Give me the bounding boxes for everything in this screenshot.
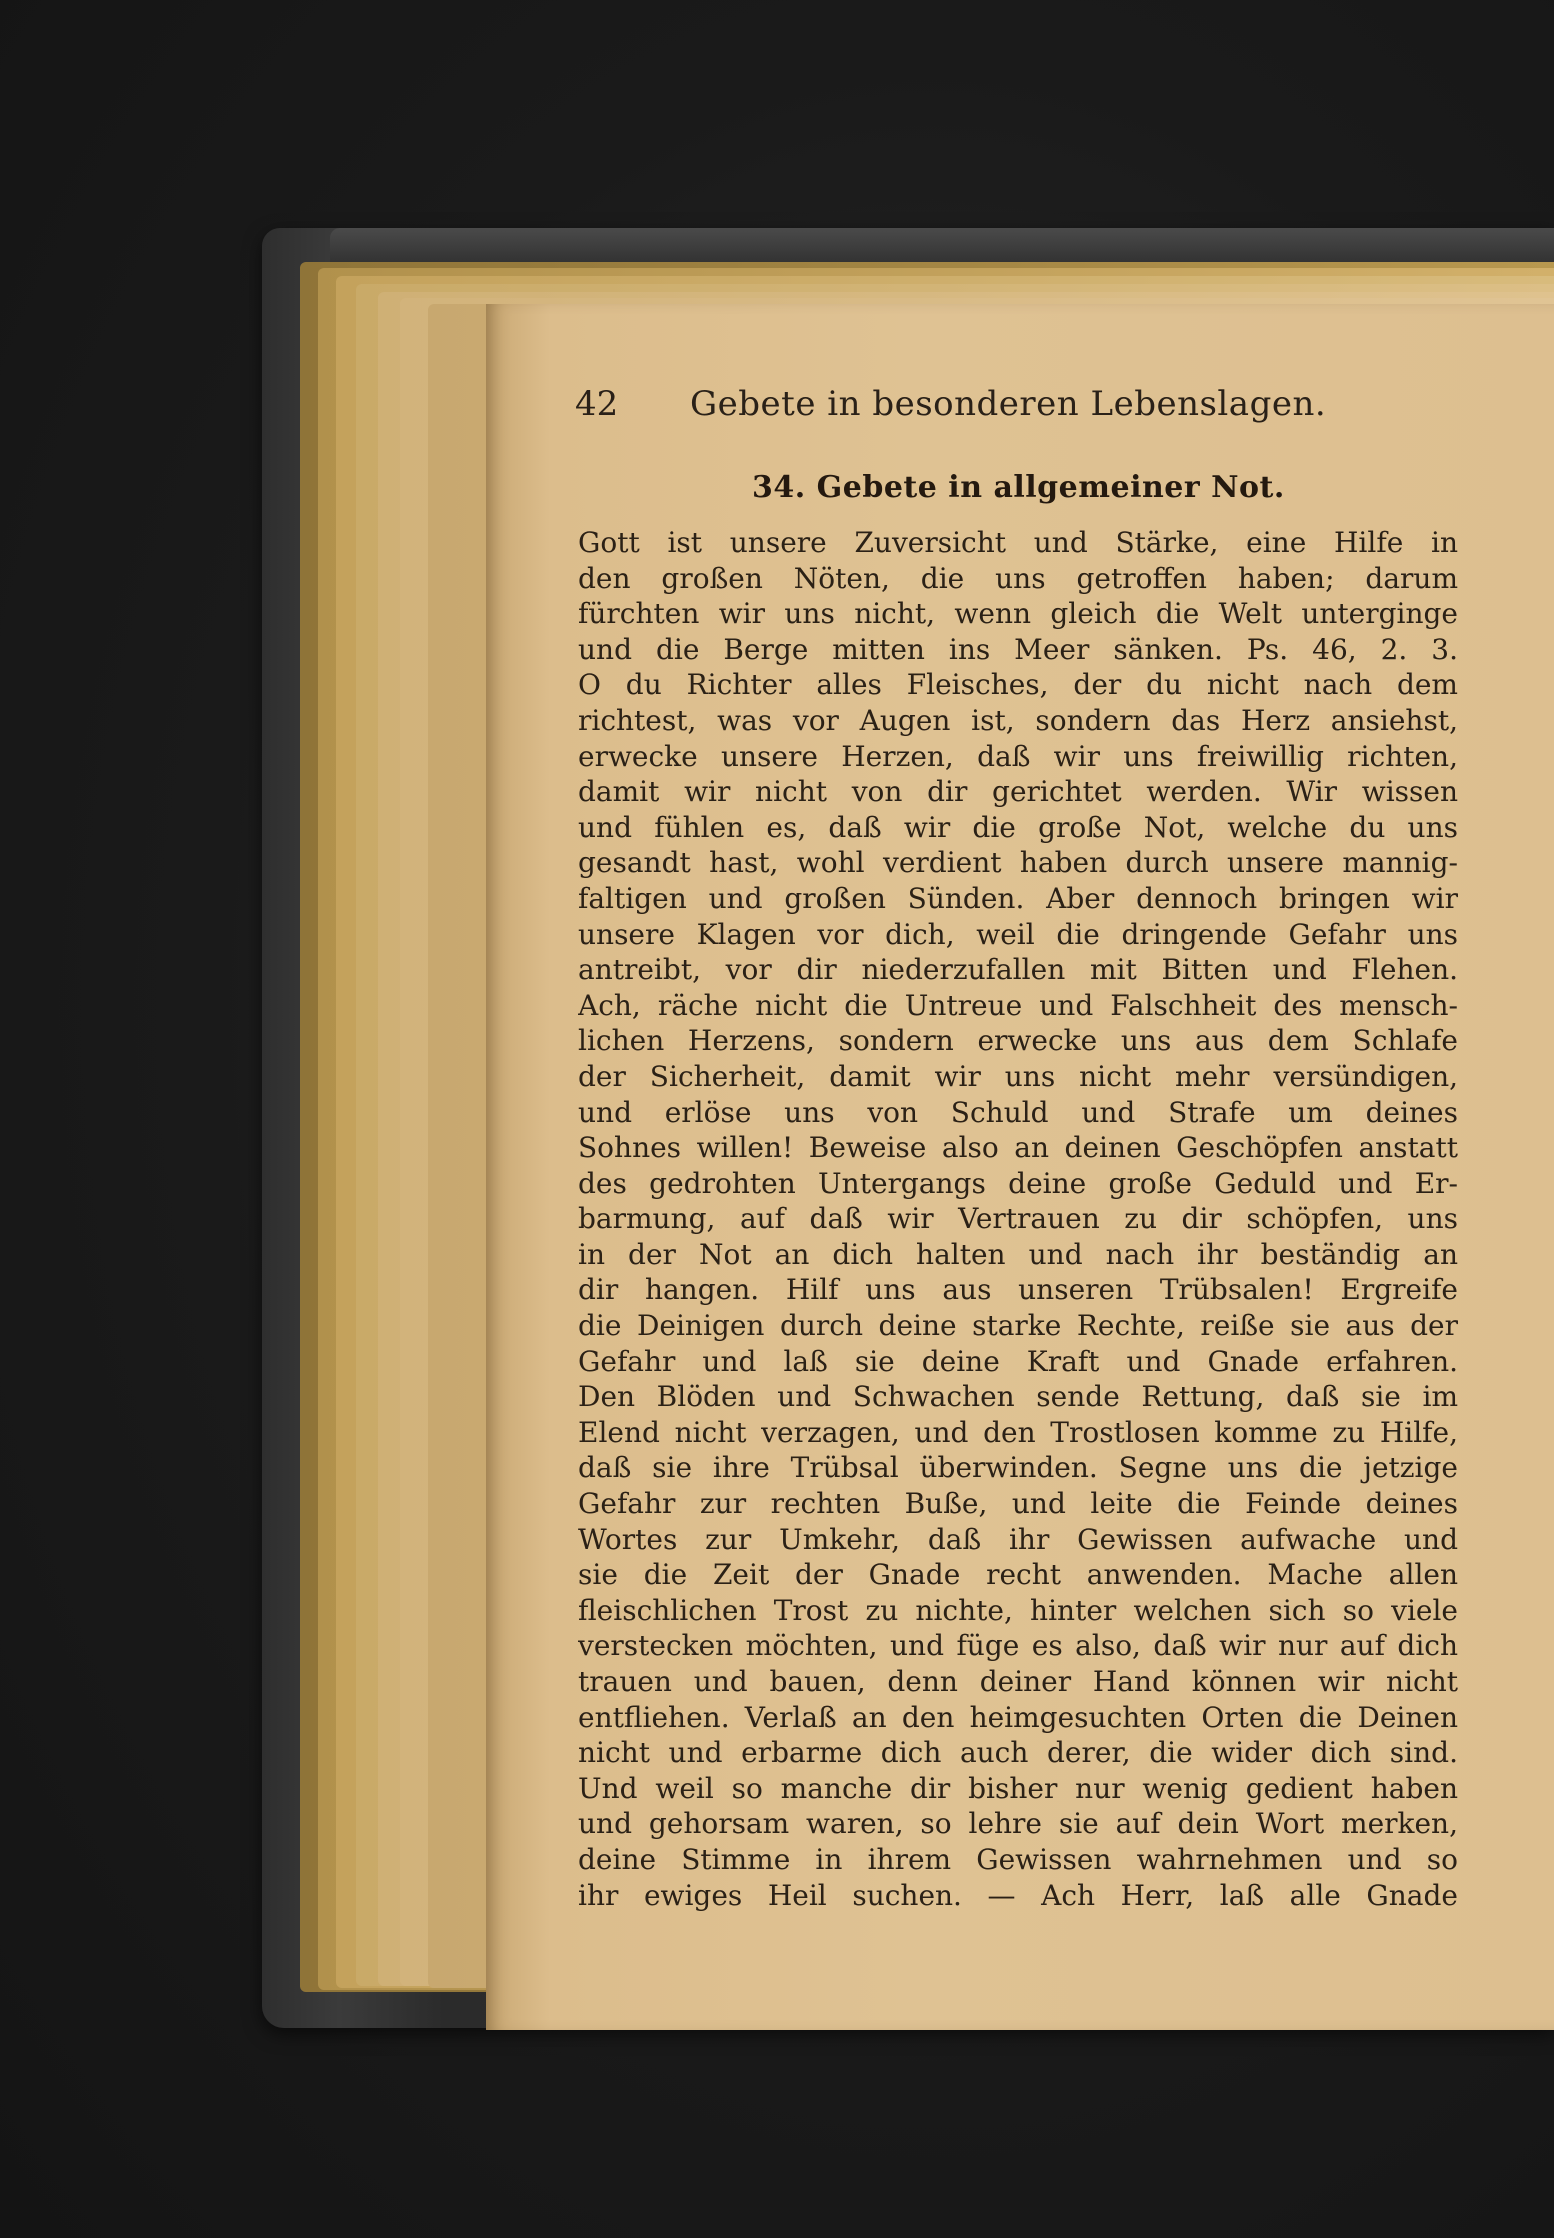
text-line: gesandt hast, wohl verdient haben durch unsere mannig- [578, 846, 1458, 880]
text-line: lichen Herzens, sondern erwecke uns aus dem Schlafe [578, 1024, 1458, 1058]
text-line: faltigen und großen Sünden. Aber dennoch bringen wir [578, 881, 1458, 915]
text-line: und erlöse uns von Schuld und Strafe um deines [578, 1095, 1458, 1129]
text-line: in der Not an dich halten und nach ihr beständig an [578, 1237, 1458, 1271]
text-line: O du Richter alles Fleisches, der du nicht nach dem [578, 668, 1458, 702]
text-line: antreibt, vor dir niederzufallen mit Bitten und Flehen. [578, 953, 1458, 987]
page-header [575, 378, 1335, 438]
page-number: 42 [575, 384, 619, 424]
text-line: Den Blöden und Schwachen sende Rettung, daß sie im [578, 1380, 1458, 1414]
text-line: erwecke unsere Herzen, daß wir uns freiwillig richten, [578, 739, 1458, 773]
text-line: trauen und bauen, denn deiner Hand können wir nicht [578, 1665, 1458, 1698]
text-line: Ach, räche nicht die Untreue und Falschheit des mensch- [578, 988, 1458, 1022]
text-line: sie die Zeit der Gnade recht anwenden. Mache allen [578, 1558, 1458, 1592]
text-line: fürchten wir uns nicht, wenn gleich die Welt unterginge [578, 597, 1458, 631]
text-line: ihr ewiges Heil suchen. — Ach Herr, laß alle Gnade [578, 1878, 1458, 1912]
text-line: Und weil so manche dir bisher nur wenig gedient haben [578, 1771, 1458, 1805]
text-line: damit wir nicht von dir gerichtet werden. Wir wissen [578, 775, 1458, 809]
text-line: Sohnes willen! Beweise also an deinen Geschöpfen anstatt [578, 1131, 1458, 1165]
prayer-text [578, 525, 1458, 1913]
text-line: daß sie ihre Trübsal überwinden. Segne uns die jetzige [578, 1451, 1458, 1485]
text-line: Gott ist unsere Zuversicht und Stärke, eine Hilfe in [578, 526, 1458, 559]
text-line: barmung, auf daß wir Vertrauen zu dir schöpfen, uns [578, 1202, 1458, 1236]
text-line: nicht und erbarme dich auch derer, die wider dich sind. [578, 1736, 1458, 1770]
text-line: richtest, was vor Augen ist, sondern das Herz ansiehst, [578, 703, 1458, 737]
text-line: Wortes zur Umkehr, daß ihr Gewissen aufwache und [578, 1522, 1458, 1556]
text-line: unsere Klagen vor dich, weil die dringende Gefahr uns [578, 917, 1458, 951]
text-line: die Deinigen durch deine starke Rechte, reiße sie aus der [578, 1309, 1458, 1343]
text-line: der Sicherheit, damit wir uns nicht mehr versündigen, [578, 1059, 1458, 1093]
section-title: 34. Gebete in allgemeiner Not. [752, 470, 1285, 505]
text-line: Elend nicht verzagen, und den Trostlosen komme zu Hilfe, [578, 1415, 1458, 1449]
running-head: Gebete in besonderen Lebenslagen. [690, 384, 1327, 424]
text-line: entfliehen. Verlaß an den heimgesuchten Orten die Deinen [578, 1700, 1458, 1734]
text-line: verstecken möchten, und füge es also, daß wir nur auf dich [578, 1629, 1458, 1663]
text-line: und die Berge mitten ins Meer sänken. Ps. 46, 2. 3. [578, 632, 1458, 666]
text-line: fleischlichen Trost zu nichte, hinter welchen sich so viele [578, 1593, 1458, 1627]
text-line: und gehorsam waren, so lehre sie auf dein Wort merken, [578, 1807, 1458, 1841]
text-line: deine Stimme in ihrem Gewissen wahrnehmen und so [578, 1842, 1458, 1876]
text-line: Gefahr zur rechten Buße, und leite die Feinde deines [578, 1487, 1458, 1521]
text-line: des gedrohten Untergangs deine große Geduld und Er- [578, 1166, 1458, 1200]
text-line: und fühlen es, daß wir die große Not, welche du uns [578, 810, 1458, 844]
text-line: den großen Nöten, die uns getroffen haben; darum [578, 561, 1458, 595]
text-line: Gefahr und laß sie deine Kraft und Gnade erfahren. [578, 1344, 1458, 1378]
text-line: dir hangen. Hilf uns aus unseren Trübsalen! Ergreife [578, 1273, 1458, 1307]
